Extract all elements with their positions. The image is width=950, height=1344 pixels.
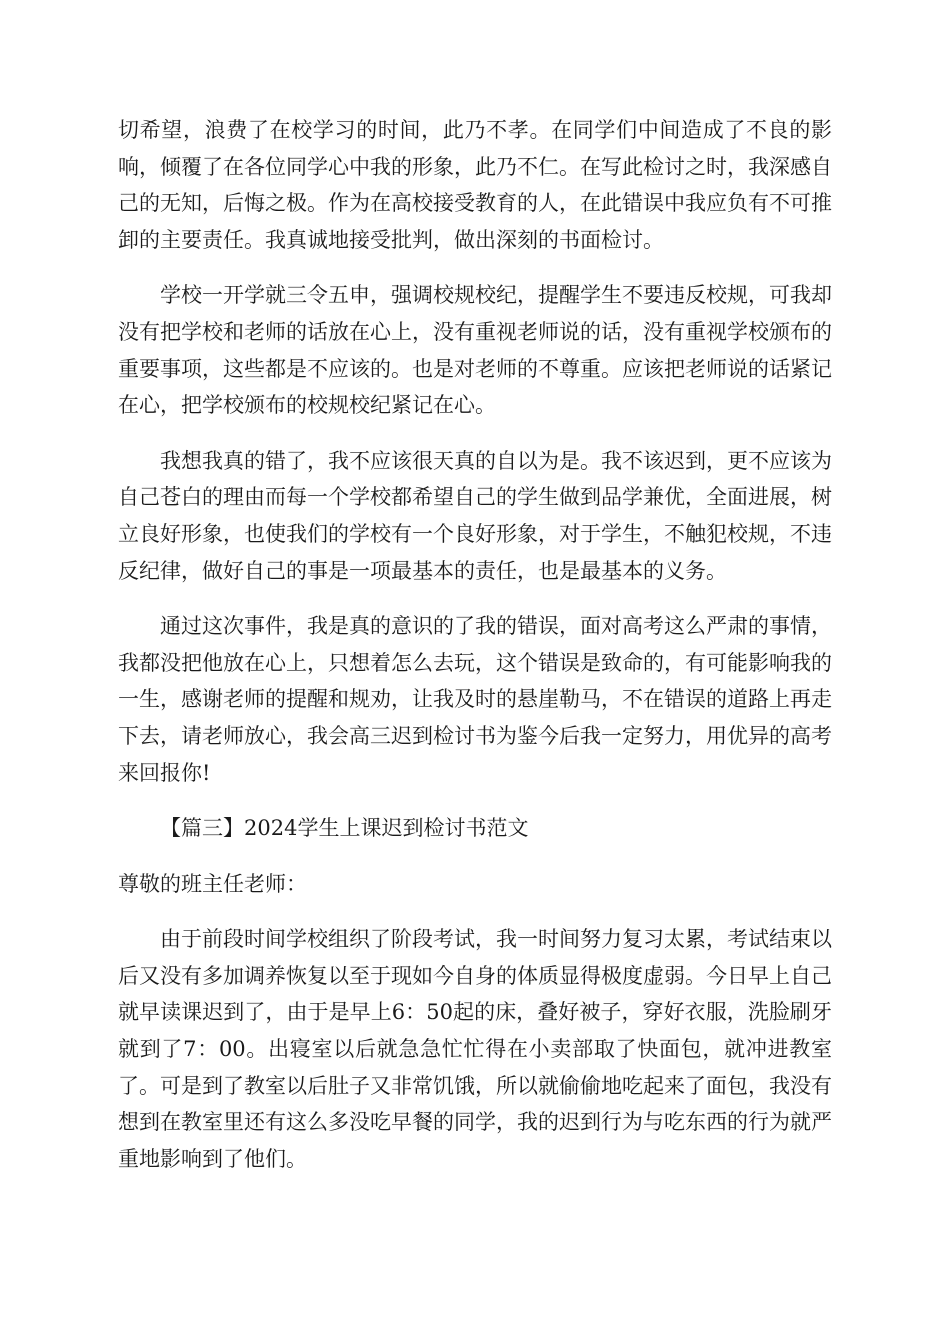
salutation: 尊敬的班主任老师： bbox=[118, 871, 307, 896]
paragraph-body: 由于前段时间学校组织了阶段考试，我一时间努力复习太累，考试结束以后又没有多加调养恢复以至于现如今自身的体质显得极度虚弱。今日早上自己就早读课迟到了，由于是早上6：50起的床，叠好被子，穿好衣服，洗脸刷牙就到了7：00。出寝室以后就急急忙忙得在小卖部取了快面包，就冲进教室了。可是到了教室以后肚子又非常饥饿，所以就偷偷地吃起来了面包，我没有想到在教室里还有这么多没吃早餐的同学，我的迟到行为与吃东西的行为就严重地影响到了他们。 bbox=[118, 927, 832, 1171]
paragraph-school-rules: 学校一开学就三令五申，强调校规校纪，提醒学生不要违反校规，可我却没有把学校和老师的话放在心上，没有重视老师说的话，没有重视学校颁布的重要事项，这些都是不应该的。也是对老师的不尊重。应该把老师说的话紧记在心，把学校颁布的校规校纪紧记在心。 bbox=[118, 283, 832, 418]
section-heading: 【篇三】2024学生上课迟到检讨书范文 bbox=[160, 816, 529, 841]
paragraph-reflection: 通过这次事件，我是真的意识的了我的错误，面对高考这么严肃的事情，我都没把他放在心上，只想着怎么去玩，这个错误是致命的，有可能影响我的一生，感谢老师的提醒和规劝，让我及时的悬崖勒马，不在错误的道路上再走下去，请老师放心，我会高三迟到检讨书为鉴今后我一定努力，用优异的高考来回报你! bbox=[118, 614, 832, 785]
document-page bbox=[118, 112, 832, 1196]
paragraph-admit-mistake: 我想我真的错了，我不应该很天真的自以为是。我不该迟到，更不应该为自己苍白的理由而每一个学校都希望自己的学生做到品学兼优，全面进展，树立良好形象，也使我们的学校有一个良好形象，对于学生，不触犯校规，不违反纪律，做好自己的事是一项最基本的责任，也是最基本的义务。 bbox=[118, 448, 832, 583]
paragraph-continued: 切希望，浪费了在校学习的时间，此乃不孝。在同学们中间造成了不良的影响，倾覆了在各位同学心中我的形象，此乃不仁。在写此检讨之时，我深感自己的无知，后悔之极。作为在高校接受教育的人，在此错误中我应负有不可推卸的主要责任。我真诚地接受批判，做出深刻的书面检讨。 bbox=[118, 118, 832, 252]
